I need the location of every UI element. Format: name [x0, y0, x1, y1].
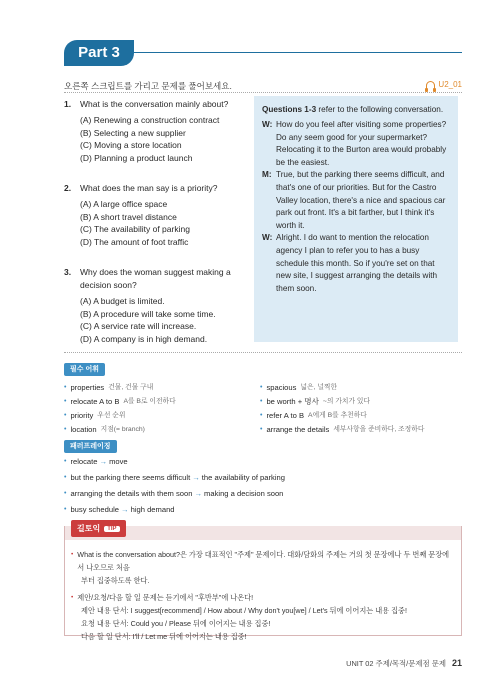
speaker-label: W: — [262, 120, 273, 129]
question-text: What is the conversation mainly about? — [80, 99, 229, 109]
question-3 — [64, 266, 254, 345]
bullet-icon: • — [64, 426, 67, 433]
vocab-item — [260, 396, 460, 407]
vocab-item — [64, 424, 263, 435]
vocab-en: refer A to B — [266, 411, 305, 420]
question-text: Why does the woman suggest making a decision soon? — [80, 267, 231, 290]
paraphrase-from: busy schedule — [70, 505, 120, 514]
option-c[interactable]: (C) The availability of parking — [80, 224, 190, 234]
bullet-icon: • — [64, 398, 67, 405]
bullet-icon: • — [71, 594, 74, 601]
paraphrase-item — [64, 504, 464, 515]
bullet-icon: • — [260, 426, 263, 433]
question-number: 3. — [64, 267, 72, 277]
bullet-icon: • — [260, 398, 263, 405]
paraphrase-to: the availability of parking — [201, 473, 285, 482]
script-intro-bold: Questions 1-3 — [262, 105, 317, 114]
vocab-kr: 건물, 건물 구내 — [108, 384, 154, 391]
tip-text: 제안/요청/다음 할 일 문제는 듣기에서 "후반부"에 나온다! — [77, 593, 254, 602]
vocab-kr: ~의 가치가 있다 — [322, 398, 371, 405]
arrow-icon: → — [192, 473, 200, 482]
tip-text: 요청 내용 단서: Could you / Please 뒤에 이어지는 내용 집중! — [81, 619, 271, 628]
vocab-kr: 넓은, 널찍한 — [300, 384, 338, 391]
paraphrase-list — [64, 456, 464, 520]
part-label: Part 3 — [64, 40, 134, 66]
paraphrase-from: but the parking there seems difficult — [70, 473, 191, 482]
script-turn — [262, 232, 450, 295]
bullet-icon: • — [64, 490, 67, 497]
script-turn — [262, 169, 450, 232]
tip-box — [64, 524, 462, 641]
option-b[interactable]: (B) A procedure will take some time. — [80, 308, 216, 319]
vocab-tag: 필수 어휘 — [64, 363, 105, 376]
question-list — [64, 98, 254, 355]
tip-text: 제안 내용 단서: I suggest[recommend] / How about / Why don't you[we] / Let's 뒤에 이어지는 내용 집중! — [81, 606, 407, 615]
utterance: True, but the parking there seems difficult, and that's one of our priorities. But for the Castro Valley location, there's a nice and spacious car park out front. It's a bit farther, but I think it's worth it. — [276, 170, 446, 230]
tip-text: What is the conversation about?은 가장 대표적인 "주제" 문제이다. 대화/담화의 주제는 거의 첫 문장에나 두 번째 문장에서 나오므로 처음 — [77, 550, 450, 572]
paraphrase-to: making a decision soon — [204, 489, 284, 498]
divider — [64, 92, 462, 93]
option-b[interactable]: (B) A short travel distance — [80, 211, 177, 222]
bullet-icon: • — [64, 506, 67, 513]
utterance: Alright. I do want to mention the relocation agency I plan to refer you to has a busy schedule this month. So if you're set on that new site, I suggest arranging the details with them soon. — [276, 233, 438, 293]
audio-track[interactable] — [426, 80, 462, 89]
vocab-en: arrange the details — [266, 425, 330, 434]
tip-text: 다음 할 일 단서: I'll / Let me 뒤에 이어지는 내용 집중! — [81, 632, 247, 641]
question-2 — [64, 182, 254, 248]
option-d[interactable]: (D) Planning a product launch — [80, 152, 193, 163]
tip-sub: TIP — [104, 526, 119, 532]
vocab-list — [64, 382, 464, 435]
vocab-en: spacious — [266, 383, 297, 392]
option-c[interactable]: (C) A service rate will increase. — [80, 321, 197, 331]
tip-line — [71, 630, 451, 643]
option-a[interactable]: (A) A budget is limited. — [80, 296, 165, 306]
vocab-kr: 세부사항을 준비하다, 조정하다 — [333, 426, 425, 433]
paraphrase-from: relocate — [70, 457, 98, 466]
option-c[interactable]: (C) Moving a store location — [80, 140, 182, 150]
tip-line — [71, 574, 451, 587]
bullet-icon: • — [64, 458, 67, 465]
question-number: 2. — [64, 183, 72, 193]
arrow-icon: → — [194, 489, 203, 498]
tip-text: 부터 집중하도록 한다. — [81, 576, 150, 585]
vocab-kr: A를 B로 이전하다 — [123, 398, 176, 405]
vocab-kr: 우선 순위 — [97, 412, 126, 419]
tip-label — [71, 520, 126, 537]
vocab-item — [64, 382, 263, 393]
option-d[interactable]: (D) A company is in high demand. — [80, 333, 208, 344]
headphones-icon — [426, 81, 435, 89]
vocab-en: be worth + 명사 — [266, 397, 319, 406]
question-text: What does the man say is a priority? — [80, 183, 218, 193]
page-number: 21 — [451, 658, 462, 668]
tip-line — [71, 548, 451, 574]
vocab-kr: 지점(= branch) — [100, 426, 145, 433]
bullet-icon: • — [260, 384, 263, 391]
audio-track-label: U2_01 — [438, 80, 462, 89]
script-box — [254, 96, 458, 342]
utterance: How do you feel after visiting some properties? Do any seem good for your supermarket? Relocating it to the Burton area would probably be the easiest. — [276, 120, 447, 167]
unit-label: UNIT 02 주제/목적/문제점 문제 — [346, 659, 446, 668]
arrow-icon: → — [99, 457, 108, 466]
paraphrase-item — [64, 472, 464, 483]
tip-line — [71, 617, 451, 630]
vocab-item — [64, 396, 263, 407]
vocab-kr: A에게 B를 추천하다 — [308, 412, 367, 419]
paraphrase-to: high demand — [130, 505, 175, 514]
paraphrase-item — [64, 488, 464, 499]
bullet-icon: • — [64, 474, 67, 481]
page-footer — [346, 658, 462, 669]
divider — [64, 352, 462, 353]
vocab-en: location — [70, 425, 97, 434]
tip-content — [71, 548, 451, 647]
vocab-item — [64, 410, 263, 421]
bullet-icon: • — [260, 412, 263, 419]
tip-title: 길토익 — [77, 524, 101, 533]
option-a[interactable]: (A) Renewing a construction contract — [80, 115, 220, 125]
paraphrase-tag: 패러프레이징 — [64, 440, 117, 453]
vocab-en: priority — [70, 411, 94, 420]
speaker-label: W: — [262, 233, 273, 243]
option-b[interactable]: (B) Selecting a new supplier — [80, 127, 186, 138]
bullet-icon: • — [71, 551, 74, 558]
paraphrase-to: move — [109, 457, 128, 466]
arrow-icon: → — [121, 505, 129, 514]
vocab-en: properties — [70, 383, 105, 392]
speaker-label: M: — [262, 170, 272, 180]
paraphrase-item — [64, 456, 464, 467]
question-number: 1. — [64, 99, 72, 109]
header-rule — [130, 52, 462, 53]
script-turn — [262, 119, 450, 169]
script-intro-rest: refer to the following conversation. — [316, 105, 444, 114]
tip-line — [71, 604, 451, 617]
option-d[interactable]: (D) The amount of foot traffic — [80, 236, 189, 247]
instruction-text: 오른쪽 스크립트를 가리고 문제를 풀어보세요. — [64, 81, 232, 91]
vocab-item — [260, 410, 460, 421]
tip-line — [71, 591, 451, 604]
vocab-en: relocate A to B — [70, 397, 120, 406]
bullet-icon: • — [64, 412, 67, 419]
vocab-item — [260, 424, 460, 435]
bullet-icon: • — [64, 384, 67, 391]
paraphrase-from: arranging the details with them soon — [70, 489, 193, 498]
question-1 — [64, 98, 254, 164]
option-a[interactable]: (A) A large office space — [80, 199, 168, 209]
vocab-item — [260, 382, 460, 393]
script-intro — [262, 104, 450, 116]
